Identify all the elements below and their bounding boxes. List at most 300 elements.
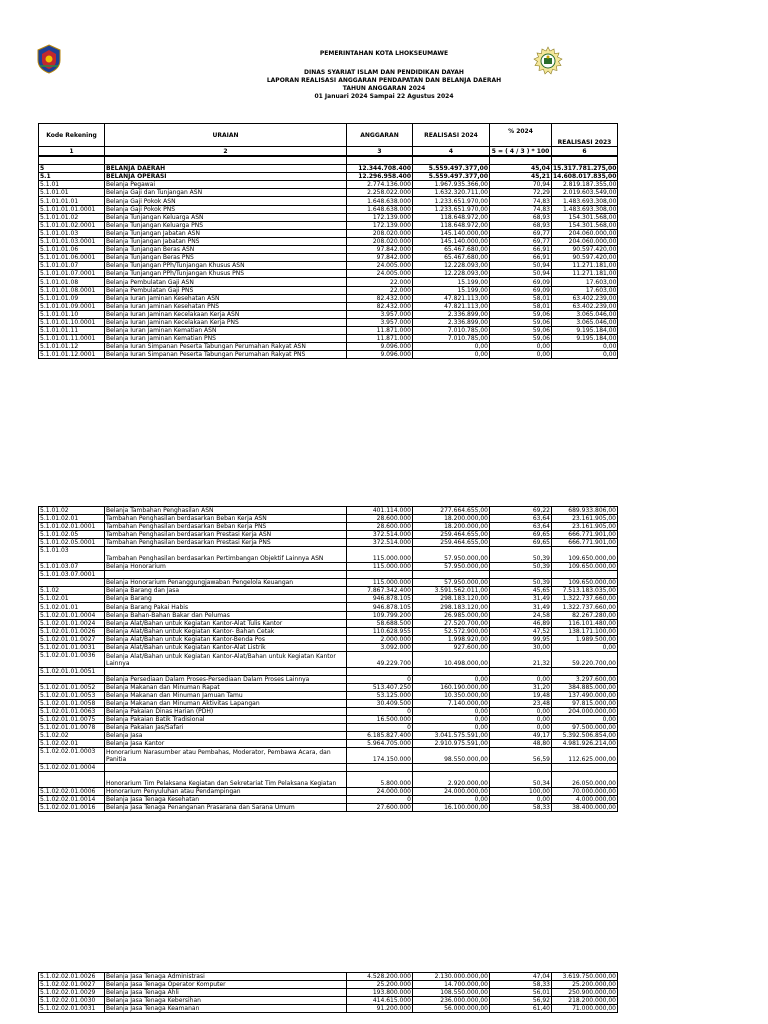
cell-kode-rekening: 5.1.02.01.01.0063 — [39, 707, 105, 715]
cell-realisasi-2023: 0,00 — [552, 351, 618, 359]
cell-uraian: Belanja Jasa — [105, 732, 347, 740]
cell-anggaran: 2.000.000 — [347, 635, 413, 643]
cell-persen-2024: 69,22 — [490, 507, 552, 515]
budget-table-part-2 — [38, 506, 618, 812]
cell-realisasi-2023: 63.402.239,00 — [552, 294, 618, 302]
cell-realisasi-2023: 97.500.000,00 — [552, 724, 618, 732]
cell-persen-2024: 56,59 — [490, 748, 552, 764]
cell-kode-rekening: 5.1.02.02.01.0003 — [39, 748, 105, 764]
cell-realisasi-2023: 11.271.181,00 — [552, 262, 618, 270]
cell-uraian: Belanja Pembulatan Gaji PNS — [105, 286, 347, 294]
cell-realisasi-2023: 26.050.000,00 — [552, 772, 618, 788]
cell-realisasi-2023: 9.195.184,00 — [552, 335, 618, 343]
cell-realisasi-2024: 27.520.700,00 — [413, 619, 490, 627]
cell-kode-rekening: 5.1.01.02.05.0001 — [39, 539, 105, 547]
cell-kode-rekening: 5.1.01.01.12 — [39, 343, 105, 351]
table-row — [39, 335, 618, 343]
table-row — [39, 294, 618, 302]
cell-realisasi-2024: 0,00 — [413, 343, 490, 351]
cell-realisasi-2023: 14.608.017.835,00 — [553, 173, 617, 181]
table-row — [39, 716, 618, 724]
cell-anggaran: 1.648.638.000 — [347, 197, 413, 205]
cell-realisasi-2023: 154.301.568,00 — [552, 213, 618, 221]
cell-persen-2024: 69,65 — [490, 539, 552, 547]
cell-uraian: Belanja Iuran Jaminan Kecelakaan Kerja ASN — [105, 310, 347, 318]
cell-kode-rekening: 5.1.02.01 — [39, 595, 105, 603]
cell-realisasi-2023: 25.200.000,00 — [552, 981, 618, 989]
table-row — [39, 981, 618, 989]
cell-persen-2024: 63,64 — [490, 515, 552, 523]
cell-uraian: Belanja Iuran Jaminan Kematian PNS — [105, 335, 347, 343]
cell-kode-rekening: 5.1.02.02.01.0029 — [39, 989, 105, 997]
cell-uraian: Belanja Barang Pakai Habis — [105, 603, 347, 611]
cell-realisasi-2023: 218.200.000,00 — [552, 997, 618, 1005]
cell-uraian: Belanja Gaji Pokok ASN — [105, 197, 347, 205]
cell-realisasi-2024: 927.600,00 — [413, 643, 490, 651]
table-row — [39, 699, 618, 707]
cell-realisasi-2024: 12.228.093,00 — [413, 270, 490, 278]
cell-persen-2024: 30,00 — [490, 643, 552, 651]
cell-realisasi-2023 — [552, 763, 618, 771]
cell-persen-2024: 59,06 — [490, 318, 552, 326]
cell-realisasi-2024: 98.550.000,00 — [413, 748, 490, 764]
cell-uraian: Tambahan Penghasilan berdasarkan Prestasi Kerja ASN — [105, 531, 347, 539]
cell-kode-rekening — [39, 157, 105, 165]
cell-realisasi-2024: 57.950.000,00 — [413, 579, 490, 587]
cell-kode-rekening: 5.1.02.02.01.0014 — [39, 795, 105, 803]
cell-realisasi-2024: 1.233.651.970,00 — [413, 205, 490, 213]
cell-persen-2024: 58,33 — [490, 803, 552, 811]
cell-persen-2024: 100,00 — [490, 787, 552, 795]
cell-persen-2024: 66,91 — [490, 254, 552, 262]
cell-persen-2024: 56,01 — [490, 989, 552, 997]
cell-kode-rekening — [39, 579, 105, 587]
table-row — [39, 787, 618, 795]
cell-realisasi-2024: 57.950.000,00 — [413, 547, 490, 563]
cell-persen-2024: 66,91 — [490, 246, 552, 254]
table-row — [39, 270, 618, 278]
cell-uraian: Belanja Tunjangan Beras PNS — [105, 254, 347, 262]
cell-kode-rekening: 5.1.01.01.09.0001 — [39, 302, 105, 310]
cell-realisasi-2023 — [552, 157, 618, 165]
cell-anggaran: 5.800.000 — [347, 772, 413, 788]
cell-persen-2024: 47,04 — [490, 973, 552, 981]
cell-persen-2024: 58,01 — [490, 302, 552, 310]
cell-anggaran: 513.407.250 — [347, 683, 413, 691]
cell-realisasi-2024: 24.000.000,00 — [413, 787, 490, 795]
cell-uraian: BELANJA OPERASI — [105, 173, 347, 181]
cell-uraian: Belanja Pakaian Dinas Harian (PDH) — [105, 707, 347, 715]
cell-uraian: Belanja Alat/Bahan untuk Kegiatan Kantor-Benda Pos — [105, 635, 347, 643]
table-row — [39, 547, 618, 563]
cell-persen-2024: 48,80 — [490, 740, 552, 748]
cell-realisasi-2024: 47.821.113,00 — [413, 302, 490, 310]
cell-realisasi-2024: 15.199,00 — [413, 278, 490, 286]
table-row — [39, 595, 618, 603]
cell-kode-rekening: 5.1.01.01.12.0001 — [39, 351, 105, 359]
cell-persen-2024: 74,83 — [490, 197, 552, 205]
cell-kode-rekening: 5.1.02.01.01.0024 — [39, 619, 105, 627]
cell-anggaran — [347, 667, 413, 675]
cell-kode-rekening: 5.1.02.01.01.0026 — [39, 627, 105, 635]
cell-persen-2024: 0,00 — [490, 724, 552, 732]
cell-anggaran: 946.878.105 — [347, 595, 413, 603]
budget-table-part-3 — [38, 972, 618, 1013]
cell-anggaran: 9.096.000 — [347, 351, 413, 359]
cell-persen-2024: 99,95 — [490, 635, 552, 643]
cell-uraian: Belanja Pakaian Batik Tradisional — [105, 716, 347, 724]
table-row — [39, 652, 618, 668]
cell-persen-2024: 23,48 — [490, 699, 552, 707]
cell-uraian: Belanja Iuran Jaminan Kesehatan ASN — [105, 294, 347, 302]
cell-kode-rekening: 5.1.01.01.03.0001 — [39, 237, 105, 245]
cell-realisasi-2024: 65.467.680,00 — [413, 246, 490, 254]
cell-persen-2024: 45,21 — [490, 173, 552, 181]
table-row — [39, 531, 618, 539]
cell-anggaran: 172.139.000 — [347, 221, 413, 229]
cell-kode-rekening: 5.1 — [39, 173, 105, 181]
cell-persen-2024: 58,01 — [490, 294, 552, 302]
col-persen-label: % 2024 — [508, 128, 533, 135]
cell-kode-rekening: 5.1.01.02.05 — [39, 531, 105, 539]
cell-realisasi-2024: 3.591.562.011,00 — [413, 587, 490, 595]
cell-realisasi-2023: 2.019.603.549,00 — [552, 189, 618, 197]
cell-uraian: Belanja Tunjangan Keluarga PNS — [105, 221, 347, 229]
cell-realisasi-2024: 2.336.899,00 — [413, 318, 490, 326]
cell-kode-rekening: 5.1.02.02.01.0030 — [39, 997, 105, 1005]
cell-realisasi-2024 — [413, 157, 490, 165]
table-row — [39, 989, 618, 997]
cell-anggaran: 24.000.000 — [347, 787, 413, 795]
cell-realisasi-2024: 277.664.655,00 — [413, 507, 490, 515]
table-row — [39, 262, 618, 270]
cell-kode-rekening — [39, 675, 105, 683]
cell-realisasi-2023: 109.650.000,00 — [552, 579, 618, 587]
cell-anggaran: 16.500.000 — [347, 716, 413, 724]
cell-realisasi-2023: 3.065.046,00 — [552, 310, 618, 318]
cell-uraian: Belanja Jasa Kantor — [105, 740, 347, 748]
col-number-4: 4 — [413, 147, 490, 156]
cell-persen-2024: 47,52 — [490, 627, 552, 635]
report-title: LAPORAN REALISASI ANGGARAN PENDAPATAN DAN BELANJA DAERAH — [266, 77, 502, 84]
cell-realisasi-2024: 1.998.920,00 — [413, 635, 490, 643]
cell-realisasi-2023: 7.513.183.035,00 — [552, 587, 618, 595]
cell-realisasi-2024: 5.559.497.377,00 — [413, 173, 490, 181]
cell-persen-2024 — [490, 157, 552, 165]
cell-realisasi-2024: 47.821.113,00 — [413, 294, 490, 302]
cell-uraian: Belanja Gaji Pokok PNS — [105, 205, 347, 213]
cell-uraian: Tambahan Penghasilan berdasarkan Pertimbangan Objektif Lainnya ASN — [105, 547, 347, 563]
cell-realisasi-2023: 17.603,00 — [552, 278, 618, 286]
col-realisasi-2024: REALISASI 2024 — [413, 124, 490, 147]
cell-uraian: Belanja Tunjangan Keluarga ASN — [105, 213, 347, 221]
cell-uraian: Belanja Alat/Bahan untuk Kegiatan Kantor- Bahan Cetak — [105, 627, 347, 635]
table-row — [39, 611, 618, 619]
cell-uraian: Belanja Bahan-Bahan Bakar dan Pelumas — [105, 611, 347, 619]
cell-persen-2024: 0,00 — [490, 707, 552, 715]
cell-realisasi-2023: 97.815.000,00 — [552, 699, 618, 707]
agency-name: DINAS SYARIAT ISLAM DAN PENDIDIKAN DAYAH — [304, 69, 464, 76]
cell-uraian: Belanja Tunjangan Jabatan ASN — [105, 229, 347, 237]
cell-kode-rekening: 5.1.02.02.01.0006 — [39, 787, 105, 795]
cell-persen-2024: 46,89 — [490, 619, 552, 627]
cell-anggaran: 11.871.000 — [347, 335, 413, 343]
col-kode-rekening: Kode Rekening — [39, 124, 105, 147]
cell-persen-2024: 0,00 — [490, 343, 552, 351]
cell-persen-2024: 24,58 — [490, 611, 552, 619]
cell-uraian: Belanja Gaji dan Tunjangan ASN — [105, 189, 347, 197]
col-number-5: 5 = ( 4 / 3 ) * 100 — [490, 147, 552, 156]
cell-anggaran: 3.092.000 — [347, 643, 413, 651]
cell-anggaran: 193.800.000 — [347, 989, 413, 997]
cell-persen-2024: 69,77 — [490, 229, 552, 237]
cell-realisasi-2024: 5.559.497.377,00 — [413, 165, 490, 173]
cell-uraian: Belanja Pegawai — [105, 181, 347, 189]
cell-realisasi-2023: 1.483.693.308,00 — [552, 205, 618, 213]
table-row — [39, 229, 618, 237]
cell-kode-rekening: 5.1.02.01.01.0078 — [39, 724, 105, 732]
cell-realisasi-2024: 15.199,00 — [413, 286, 490, 294]
cell-realisasi-2023: 1.322.737.660,00 — [552, 595, 618, 603]
cell-uraian: Belanja Tunjangan Beras ASN — [105, 246, 347, 254]
cell-persen-2024: 61,40 — [490, 1005, 552, 1013]
cell-anggaran: 3.957.000 — [347, 318, 413, 326]
table-row — [39, 763, 618, 771]
table-row — [39, 562, 618, 570]
cell-anggaran: 49.229.700 — [347, 652, 413, 668]
cell-kode-rekening: 5.1.01.01.02 — [39, 213, 105, 221]
col-realisasi-2023-label: REALISASI 2023 — [557, 139, 612, 146]
cell-anggaran: 12.296.958.400 — [347, 173, 413, 181]
cell-uraian: Belanja Tunjangan PPh/Tunjangan Khusus PNS — [105, 270, 347, 278]
cell-anggaran: 208.020.000 — [347, 229, 413, 237]
cell-uraian: Tambahan Penghasilan berdasarkan Beban Kerja ASN — [105, 515, 347, 523]
cell-persen-2024: 59,06 — [490, 310, 552, 318]
cell-realisasi-2023: 15.317.781.275,00 — [553, 165, 617, 173]
cell-realisasi-2023: 17.603,00 — [552, 286, 618, 294]
table-row — [39, 795, 618, 803]
cell-anggaran: 28.600.000 — [347, 523, 413, 531]
cell-anggaran: 58.688.500 — [347, 619, 413, 627]
cell-kode-rekening: 5.1.01.02.01.0001 — [39, 523, 105, 531]
cell-realisasi-2023: 384.885.000,00 — [552, 683, 618, 691]
cell-realisasi-2024: 26.985.000,00 — [413, 611, 490, 619]
cell-anggaran: 82.432.000 — [347, 294, 413, 302]
cell-realisasi-2023: 689.933.806,00 — [552, 507, 618, 515]
cell-kode-rekening: 5.1.01.01.03 — [39, 229, 105, 237]
cell-realisasi-2024: 118.648.972,00 — [413, 221, 490, 229]
cell-realisasi-2024: 57.950.000,00 — [413, 562, 490, 570]
government-name: PEMERINTAHAN KOTA LHOKSEUMAWE — [319, 50, 449, 57]
cell-persen-2024: 21,32 — [490, 652, 552, 668]
cell-kode-rekening: 5.1.02.02.01.0026 — [39, 973, 105, 981]
cell-realisasi-2024: 1.233.651.970,00 — [413, 197, 490, 205]
cell-realisasi-2024: 298.183.120,00 — [413, 595, 490, 603]
cell-persen-2024: 59,06 — [490, 326, 552, 334]
cell-realisasi-2024: 0,00 — [413, 351, 490, 359]
cell-uraian: Tambahan Penghasilan berdasarkan Beban Kerja PNS — [105, 523, 347, 531]
cell-persen-2024 — [490, 571, 552, 579]
cell-uraian: Belanja Tambahan Penghasilan ASN — [105, 507, 347, 515]
cell-realisasi-2023: 138.171.100,00 — [552, 627, 618, 635]
cell-realisasi-2024: 10.498.000,00 — [413, 652, 490, 668]
table-row — [39, 246, 618, 254]
cell-realisasi-2024: 18.200.000,00 — [413, 515, 490, 523]
cell-persen-2024: 0,00 — [490, 675, 552, 683]
cell-anggaran: 22.000 — [347, 286, 413, 294]
cell-uraian: Belanja Iuran Simpanan Peserta Tabungan Perumahan Rakyat ASN — [105, 343, 347, 351]
cell-realisasi-2024: 145.140.000,00 — [413, 237, 490, 245]
cell-anggaran: 30.409.500 — [347, 699, 413, 707]
cell-anggaran: 172.139.000 — [347, 213, 413, 221]
cell-realisasi-2024: 10.350.000,00 — [413, 691, 490, 699]
cell-persen-2024: 70,94 — [490, 181, 552, 189]
cell-anggaran: 2.258.022.000 — [347, 189, 413, 197]
cell-realisasi-2024: 2.130.000.000,00 — [413, 973, 490, 981]
table-row — [39, 302, 618, 310]
cell-anggaran: 11.871.000 — [347, 326, 413, 334]
budget-table-part-1 — [38, 156, 618, 359]
cell-realisasi-2024: 12.228.093,00 — [413, 262, 490, 270]
table-row — [39, 643, 618, 651]
cell-kode-rekening — [39, 772, 105, 788]
cell-realisasi-2024: 259.464.655,00 — [413, 539, 490, 547]
table-row — [39, 740, 618, 748]
table-row — [39, 165, 618, 173]
cell-realisasi-2023: 109.650.000,00 — [552, 547, 618, 563]
table-row — [39, 539, 618, 547]
cell-realisasi-2024: 298.183.120,00 — [413, 603, 490, 611]
cell-realisasi-2023: 82.267.280,00 — [552, 611, 618, 619]
cell-uraian: Belanja Iuran Jaminan Kesehatan PNS — [105, 302, 347, 310]
cell-realisasi-2024: 0,00 — [413, 707, 490, 715]
cell-persen-2024: 50,94 — [490, 270, 552, 278]
cell-persen-2024: 68,93 — [490, 213, 552, 221]
col-number-2: 2 — [105, 147, 347, 156]
cell-realisasi-2024: 65.467.680,00 — [413, 254, 490, 262]
cell-realisasi-2023: 3.065.046,00 — [552, 318, 618, 326]
col-realisasi-2023 — [552, 124, 618, 147]
cell-kode-rekening: 5.1.01.01.07.0001 — [39, 270, 105, 278]
cell-realisasi-2023: 0,00 — [552, 643, 618, 651]
cell-uraian: Belanja Jasa Tenaga Kesehatan — [105, 795, 347, 803]
cell-anggaran: 6.185.827.400 — [347, 732, 413, 740]
cell-persen-2024: 19,48 — [490, 691, 552, 699]
cell-realisasi-2023: 154.301.568,00 — [552, 221, 618, 229]
cell-anggaran: 109.799.200 — [347, 611, 413, 619]
cell-realisasi-2024: 145.140.000,00 — [413, 229, 490, 237]
cell-anggaran: 372.514.000 — [347, 539, 413, 547]
report-header — [0, 50, 768, 101]
cell-anggaran: 91.200.000 — [347, 1005, 413, 1013]
cell-anggaran — [347, 763, 413, 771]
table-row — [39, 197, 618, 205]
cell-persen-2024: 69,09 — [490, 286, 552, 294]
cell-realisasi-2024: 16.100.000,00 — [413, 803, 490, 811]
cell-persen-2024: 50,39 — [490, 547, 552, 563]
cell-kode-rekening: 5.1.02.01.01.0051 — [39, 667, 105, 675]
cell-realisasi-2024: 259.464.655,00 — [413, 531, 490, 539]
table-row — [39, 691, 618, 699]
fiscal-year: TAHUN ANGGARAN 2024 — [342, 85, 426, 92]
cell-realisasi-2023: 38.400.000,00 — [552, 803, 618, 811]
cell-uraian: Belanja Jasa Tenaga Kebersihan — [105, 997, 347, 1005]
cell-persen-2024 — [490, 667, 552, 675]
table-row — [39, 286, 618, 294]
cell-uraian: Belanja Alat/Bahan untuk Kegiatan Kantor-Alat Listrik — [105, 643, 347, 651]
table-row — [39, 515, 618, 523]
cell-kode-rekening: 5.1.01.01.06.0001 — [39, 254, 105, 262]
table-row — [39, 619, 618, 627]
cell-realisasi-2024: 2.910.975.591,00 — [413, 740, 490, 748]
cell-uraian: Belanja Honorarium Penanggungjawaban Pengelola Keuangan — [105, 579, 347, 587]
cell-uraian: Honorarium Tim Pelaksana Kegiatan dan Sekretariat Tim Pelaksana Kegiatan — [105, 772, 347, 788]
table-row — [39, 571, 618, 579]
cell-realisasi-2023: 1.322.737.660,00 — [552, 603, 618, 611]
cell-anggaran: 24.005.000 — [347, 262, 413, 270]
cell-anggaran: 25.200.000 — [347, 981, 413, 989]
cell-uraian — [105, 667, 347, 675]
cell-realisasi-2024: 0,00 — [413, 724, 490, 732]
cell-realisasi-2023: 0,00 — [552, 343, 618, 351]
cell-anggaran: 28.600.000 — [347, 515, 413, 523]
cell-anggaran: 24.005.000 — [347, 270, 413, 278]
cell-realisasi-2024: 108.550.000,00 — [413, 989, 490, 997]
cell-realisasi-2023: 63.402.239,00 — [552, 302, 618, 310]
table-row — [39, 157, 618, 165]
cell-realisasi-2024 — [413, 667, 490, 675]
cell-uraian — [105, 763, 347, 771]
cell-persen-2024: 31,49 — [490, 603, 552, 611]
cell-realisasi-2024: 0,00 — [413, 675, 490, 683]
cell-persen-2024: 45,65 — [490, 587, 552, 595]
cell-kode-rekening: 5.1.01.01.02.0001 — [39, 221, 105, 229]
cell-persen-2024: 69,09 — [490, 278, 552, 286]
cell-kode-rekening: 5.1.01 — [39, 181, 105, 189]
cell-anggaran: 110.628.955 — [347, 627, 413, 635]
col-anggaran: ANGGARAN — [347, 124, 413, 147]
cell-realisasi-2024: 118.648.972,00 — [413, 213, 490, 221]
cell-realisasi-2023: 23.161.905,00 — [552, 523, 618, 531]
cell-kode-rekening: 5.1.01.01.08 — [39, 278, 105, 286]
cell-kode-rekening: 5.1.02.01.01.0052 — [39, 683, 105, 691]
cell-kode-rekening: 5.1.01.01 — [39, 189, 105, 197]
cell-kode-rekening: 5.1.01.01.07 — [39, 262, 105, 270]
cell-uraian: Belanja Tunjangan PPh/Tunjangan Khusus ASN — [105, 262, 347, 270]
cell-realisasi-2023: 70.000.000,00 — [552, 787, 618, 795]
cell-anggaran: 208.020.000 — [347, 237, 413, 245]
cell-anggaran: 97.842.000 — [347, 254, 413, 262]
cell-kode-rekening: 5.1.02.02.01.0031 — [39, 1005, 105, 1013]
cell-uraian: Belanja Jasa Tenaga Penanganan Prasarana dan Sarana Umum — [105, 803, 347, 811]
cell-realisasi-2023: 5.392.506.854,00 — [552, 732, 618, 740]
cell-uraian: Belanja Makanan dan Minuman Rapat — [105, 683, 347, 691]
table-row — [39, 278, 618, 286]
table-row — [39, 667, 618, 675]
table-row — [39, 507, 618, 515]
cell-anggaran: 115.000.000 — [347, 547, 413, 563]
cell-kode-rekening: 5.1.01.02 — [39, 507, 105, 515]
cell-realisasi-2023: 3.619.750.000,00 — [552, 973, 618, 981]
cell-persen-2024: 50,34 — [490, 772, 552, 788]
cell-kode-rekening: 5.1.01.01.11.0001 — [39, 335, 105, 343]
cell-persen-2024: 58,33 — [490, 981, 552, 989]
cell-realisasi-2023: 0,00 — [552, 716, 618, 724]
cell-realisasi-2023: 2.819.187.355,00 — [552, 181, 618, 189]
cell-uraian: Belanja Tunjangan Jabatan PNS — [105, 237, 347, 245]
cell-realisasi-2023: 4.000.000,00 — [552, 795, 618, 803]
cell-anggaran: 414.615.000 — [347, 997, 413, 1005]
